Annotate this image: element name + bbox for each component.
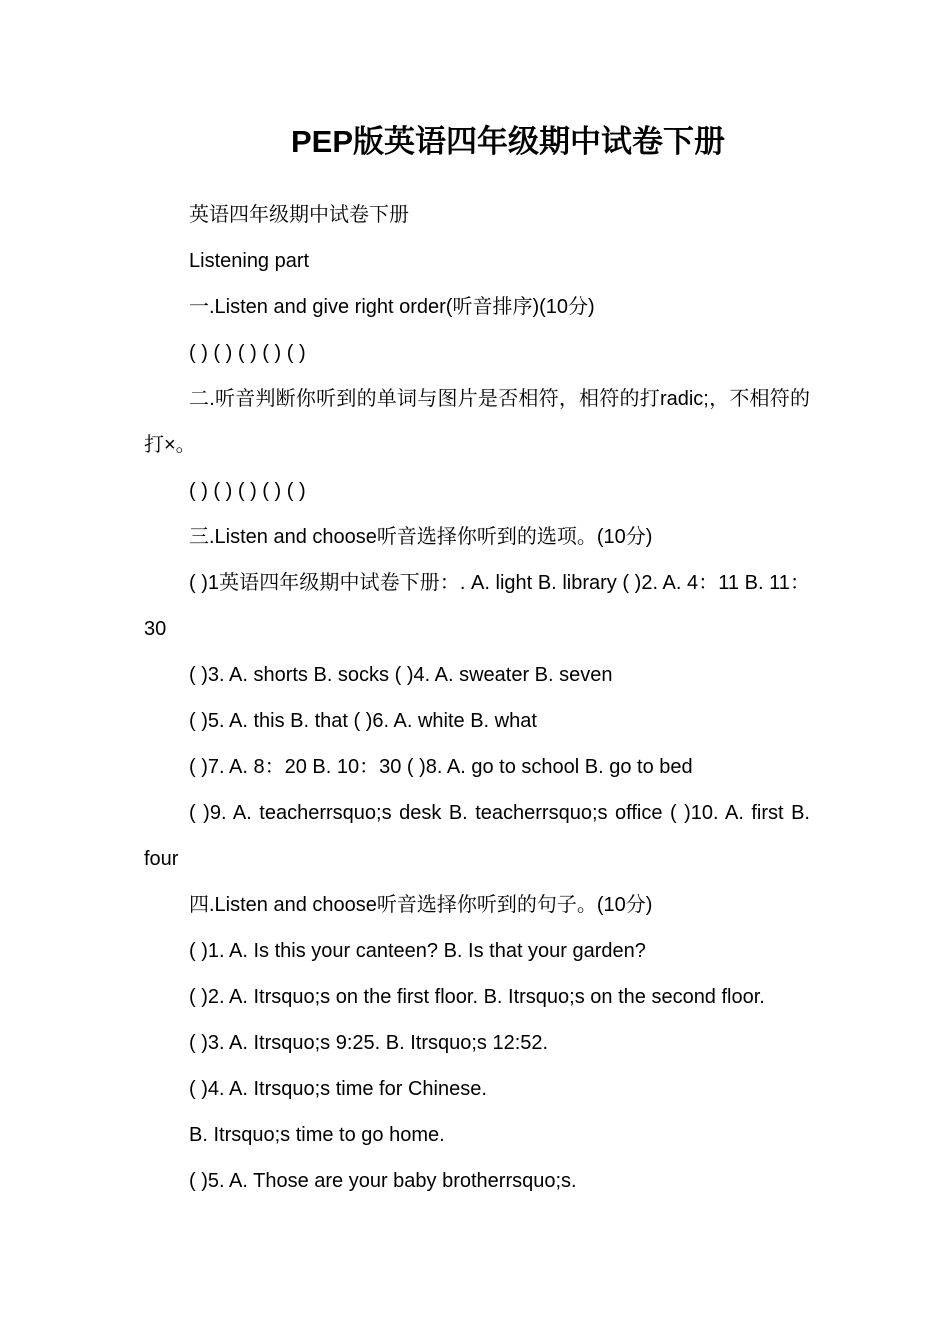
question-line: ( )3. A. shorts B. socks ( )4. A. sweater B. seven xyxy=(189,664,613,686)
question-line: ( )2. A. Itrsquo;s on the first floor. B. Itrsquo;s on the second floor. xyxy=(189,986,765,1008)
paragraph-subtitle: 英语四年级期中试卷下册 xyxy=(189,204,409,226)
question-line: ( )5. A. Those are your baby brotherrsquo;s. xyxy=(189,1170,577,1192)
paragraph-listening-part: Listening part xyxy=(189,250,310,272)
question-line: ( )9. A. teacherrsquo;s desk B. teacherrsquo;s office ( )10. A. first B. four xyxy=(144,802,810,870)
option-line: B. Itrsquo;s time to go home. xyxy=(189,1124,445,1146)
question-line: ( )7. A. 8：20 B. 10：30 ( )8. A. go to school B. go to bed xyxy=(189,756,693,778)
section-heading-4: 四.Listen and choose听音选择你听到的句子。(10分) xyxy=(189,894,653,916)
question-line: ( )1英语四年级期中试卷下册：. A. light B. library ( )2. A. 4：11 B. 11：30 xyxy=(144,572,810,640)
section-heading-3: 三.Listen and choose听音选择你听到的选项。(10分) xyxy=(189,526,653,548)
section-heading-2: 二.听音判断你听到的单词与图片是否相符，相符的打radic;，不相符的打×。 xyxy=(144,388,810,456)
answer-brackets-2: ( ) ( ) ( ) ( ) ( ) xyxy=(189,480,306,502)
section-heading-1: 一.Listen and give right order(听音排序)(10分) xyxy=(189,296,595,318)
document-title: PEP版英语四年级期中试卷下册 xyxy=(290,124,726,159)
question-line: ( )3. A. Itrsquo;s 9:25. B. Itrsquo;s 12:52. xyxy=(189,1032,549,1054)
answer-brackets-1: ( ) ( ) ( ) ( ) ( ) xyxy=(189,342,306,364)
question-line: ( )5. A. this B. that ( )6. A. white B. what xyxy=(189,710,537,732)
document-body xyxy=(144,192,810,1204)
question-line: ( )1. A. Is this your canteen? B. Is that your garden? xyxy=(189,940,646,962)
question-line: ( )4. A. Itrsquo;s time for Chinese. xyxy=(189,1078,487,1100)
